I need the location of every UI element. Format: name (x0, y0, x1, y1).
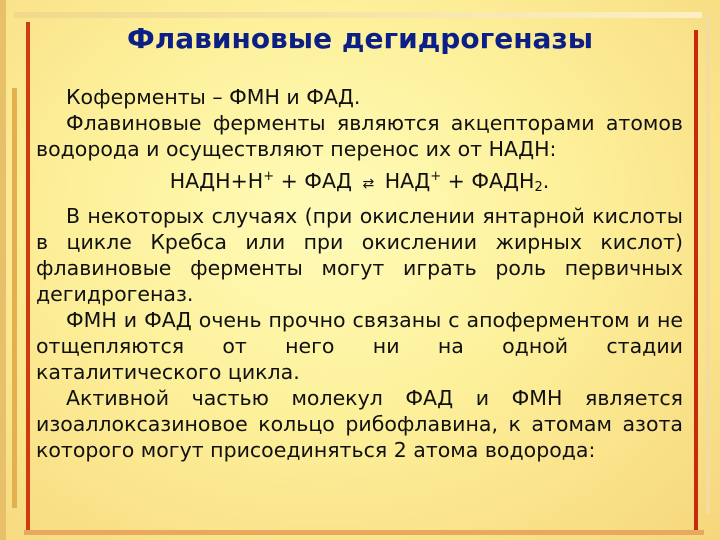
eq-plus-fad: + ФАД (274, 169, 359, 193)
frame-bottom-bar (24, 530, 704, 535)
eq-h-charge: + (263, 169, 275, 184)
eq-nad: НАД (378, 169, 431, 193)
paragraph-active-part: Активной частью молекул ФАД и ФМН является изоаллоксазиновое кольцо рибофлавина, к атомам азота которого могут присоединяться 2 атома водорода: (36, 386, 683, 462)
frame-left-red-line (26, 22, 30, 530)
paragraph-coenzymes: Коферменты – ФМН и ФАД. (66, 85, 361, 109)
eq-nad-charge: + (430, 169, 442, 184)
reaction-equation (36, 168, 683, 197)
frame-left-gold-line (12, 88, 17, 508)
slide-body (36, 84, 683, 463)
paragraph-acceptors: Флавиновые ферменты являются акцепторами атомов водорода и осуществляют перенос их от НАДН: (36, 111, 683, 161)
eq-fadh-subscript: 2 (534, 180, 543, 195)
paragraph-primary-dehydrogenases: В некоторых случаях (при окислении янтарной кислоты в цикле Кребса или при окислении жирных кислот) флавиновые ферменты могут играть роль первичных дегидрогеназ. (36, 204, 683, 306)
frame-right-red-line (694, 30, 698, 532)
paragraph-apoenzyme-binding: ФМН и ФАД очень прочно связаны с апоферментом и не отщепляются от него ни на одной стадии каталитического цикла. (36, 308, 683, 384)
frame-right-pale-line (706, 14, 710, 514)
eq-period: . (542, 169, 550, 193)
frame-left-edge (0, 0, 6, 540)
eq-plus-fadh: + ФАДН (441, 169, 535, 193)
slide-title: Флавиновые дегидрогеназы (126, 22, 594, 55)
eq-nadh-h: НАДН+Н (169, 169, 264, 193)
equilibrium-arrow-icon: ⇄ (362, 176, 375, 192)
frame-top-bar (14, 12, 702, 18)
